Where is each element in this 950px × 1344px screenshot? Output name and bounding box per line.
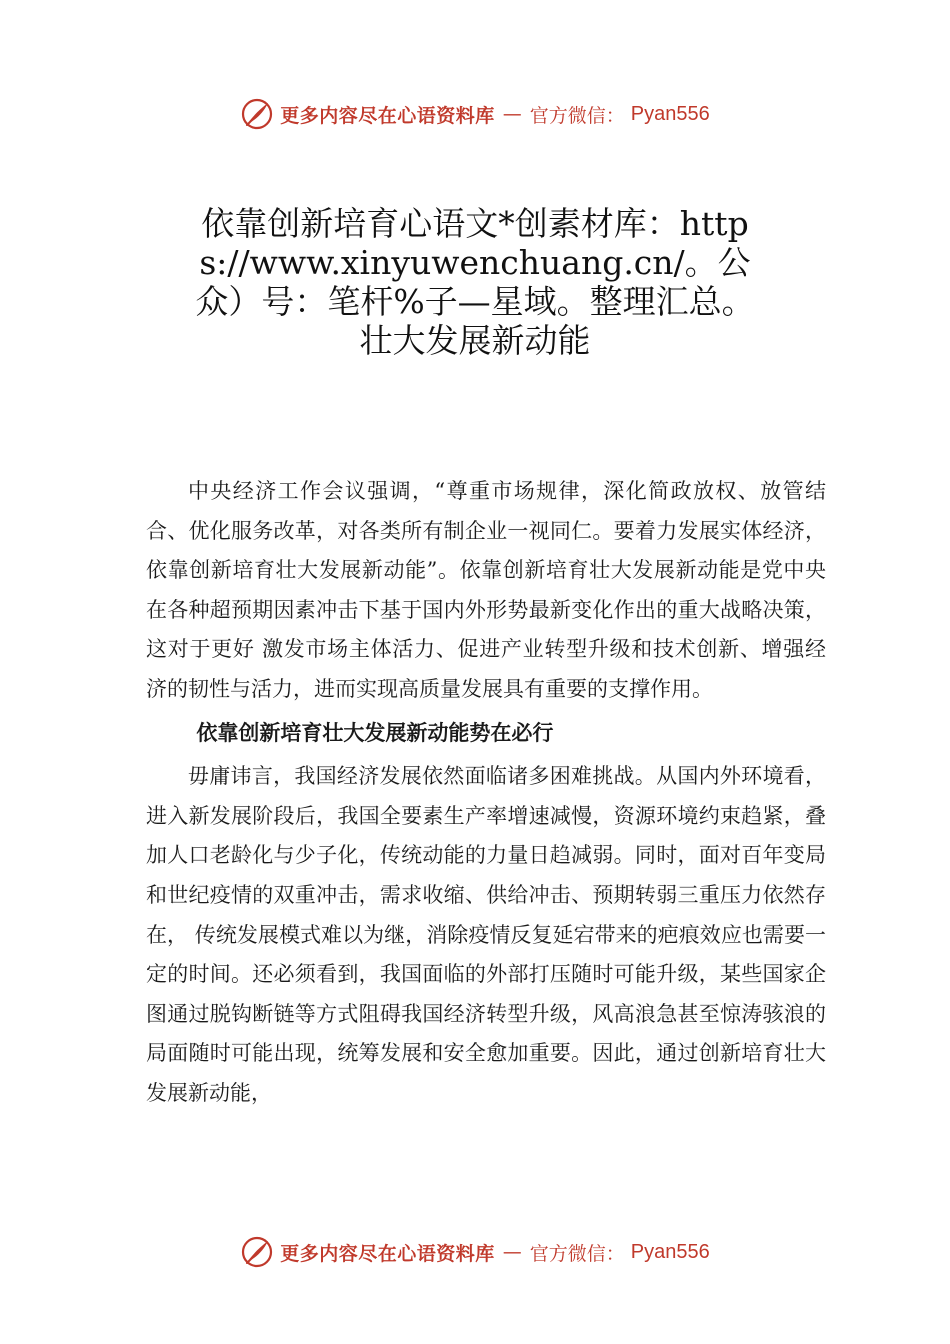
- banner-wechat-id: Pyan556: [630, 102, 710, 125]
- document-title: 依靠创新培育心语文*创素材库：https://www.xinyuwenchuang.cn/。公众）号：笔杆%子—星域。整理汇总。壮大发展新动能: [195, 204, 755, 360]
- footer-brand-text: 更多内容尽在心语资料库: [280, 1242, 495, 1265]
- footer-wechat-id: Pyan556: [630, 1240, 710, 1263]
- footer-separator: —: [502, 1241, 522, 1263]
- banner-separator: —: [502, 103, 522, 125]
- document-body: [146, 472, 826, 1114]
- feather-quill-icon: [240, 1235, 274, 1269]
- footer-banner: [0, 1232, 950, 1272]
- header-banner: [0, 94, 950, 134]
- section-heading: 依靠创新培育壮大发展新动能势在必行: [196, 720, 554, 745]
- banner-wechat-label: 官方微信：: [529, 104, 625, 127]
- intro-paragraph: 中央经济工作会议强调，“尊重市场规律，深化简政放权、放管结合、优化服务改革，对各类所有制企业一视同仁。要着力发展实体经济，依靠创新培育壮大发展新动能”。依靠创新培育壮大发展新动能是党中央在各种超预期因素冲击下基于国内外形势最新变化作出的重大战略决策，这对于更好 激发市场主体活力、促进产业转型升级和技术创新、增强经 济的韧性与活力，进而实现高质量发展具有重要的支撑作用。: [146, 479, 826, 701]
- banner-brand-text: 更多内容尽在心语资料库: [280, 104, 495, 127]
- section-paragraph: 毋庸讳言，我国经济发展依然面临诸多困难挑战。从国内外环境看，进入新发展阶段后，我国全要素生产率增速减慢，资源环境约束趋紧，叠加人口老龄化与少子化，传统动能的力量日趋减弱。同时，面对百年变局和世纪疫情的双重冲击，需求收缩、供给冲击、预期转弱三重压力依然存在， 传统发展模式难以为继，消除疫情反复延宕带来的疤痕效应也需要一定的时间。还必须看到，我国面临的外部打压随时可能升级，某些国家企图通过脱钩断链等方式阻碍我国经济转型升级，风高浪急甚至惊涛骇浪的局面随时可能出现，统筹发展和安全愈加重要。因此，通过创新培育壮大发展新动能，: [146, 764, 826, 1105]
- footer-wechat-label: 官方微信：: [529, 1242, 625, 1265]
- feather-quill-icon: [240, 97, 274, 131]
